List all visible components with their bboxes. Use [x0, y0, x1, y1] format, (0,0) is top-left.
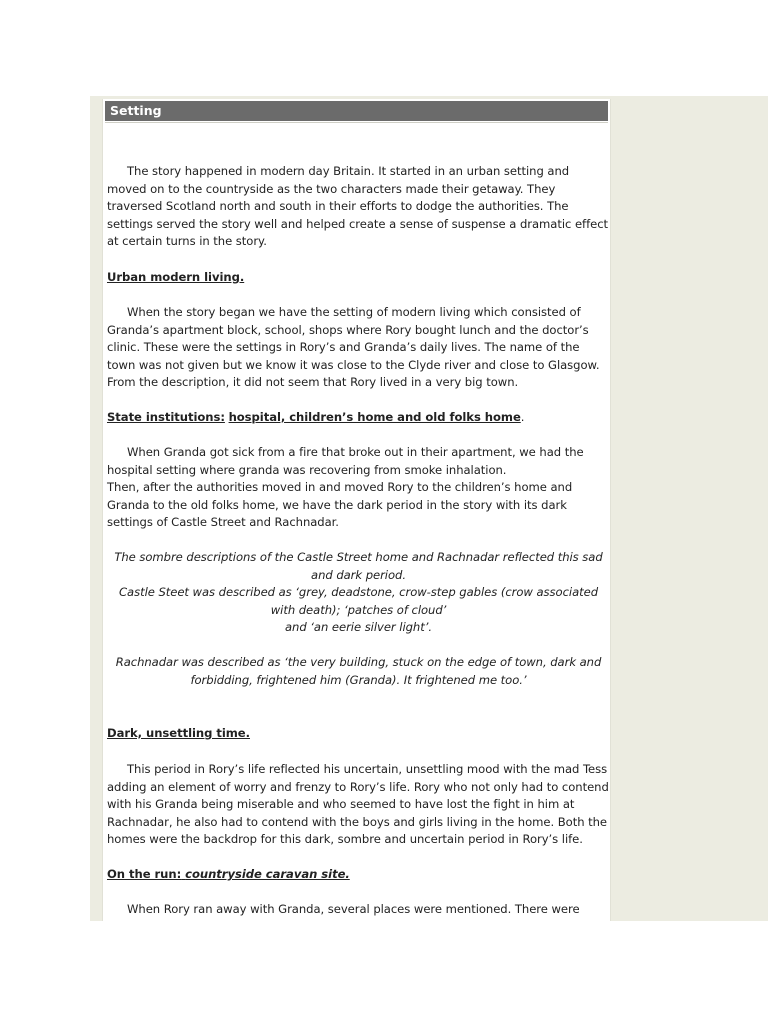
quote-sombre: The sombre descriptions of the Castle Street home and Rachnadar reflected this sad and dark period. [114, 550, 603, 582]
heading-state-institutions [107, 409, 610, 427]
urban-paragraph: When the story began we have the setting of modern living which consisted of Granda’s apartment block, school, shops where Rory bought lunch and the doctor’s clinic. These were the settings in Rory’s and Granda’s daily lives. The name of the town was not given but we know it was close to the Clyde river and close to Glasgow. From the description, it did not seem that Rory lived in a very big town. [107, 305, 600, 389]
heading-state-lead: State institutions: [107, 410, 225, 424]
state-paragraph-2: Then, after the authorities moved in and moved Rory to the children’s home and Granda to the old folks home, we have the dark period in the story with its dark settings of Castle Street and Rachnadar. [107, 480, 573, 529]
quote-castle-street: Castle Steet was described as ‘grey, deadstone, crow-step gables (crow associated with death); ‘patches of cloud’ [118, 585, 599, 617]
state-paragraph-1: When Granda got sick from a fire that broke out in their apartment, we had the hospital setting where granda was recovering from smoke inhalation. [107, 445, 584, 477]
dark-paragraph: This period in Rory’s life reflected his uncertain, unsettling mood with the mad Tess adding an element of worry and frenzy to Rory’s life. Rory who not only had to contend with his Granda being miserable and who seemed to have lost the fight in him at Rachnadar, he also had to contend with the boys and girls living in the home. Both the homes were the backdrop for this dark, sombre and uncertain period in Rory’s life. [107, 762, 609, 846]
quote-eerie-light: and ‘an eerie silver light’. [285, 620, 432, 634]
heading-state-italic: hospital, children’s home and old folks home [228, 410, 521, 424]
run-paragraph: When Rory ran away with Granda, several places were mentioned. There were [127, 902, 580, 916]
content-panel[interactable] [102, 99, 611, 921]
heading-urban-modern-living: Urban modern living. [107, 270, 245, 284]
heading-dark-unsettling: Dark, unsettling time. [107, 726, 250, 740]
heading-state-end: . [520, 410, 525, 424]
section-title-bar: Setting [105, 101, 608, 121]
heading-on-the-run [107, 866, 610, 884]
intro-paragraph: The story happened in modern day Britain. It started in an urban setting and moved on to the countryside as the two characters made their getaway. They traversed Scotland north and south in their efforts to dodge the authorities. The settings served the story well and helped create a sense of suspense a dramatic effect at certain turns in the story. [107, 164, 609, 248]
heading-run-italic: countryside caravan site. [185, 867, 350, 881]
quote-rachnadar: Rachnadar was described as ‘the very building, stuck on the edge of town, dark and forbidding, frightened him (Granda). It frightened me too.’ [115, 655, 602, 687]
heading-run-lead: On the run: [107, 867, 182, 881]
title-divider [105, 122, 608, 123]
